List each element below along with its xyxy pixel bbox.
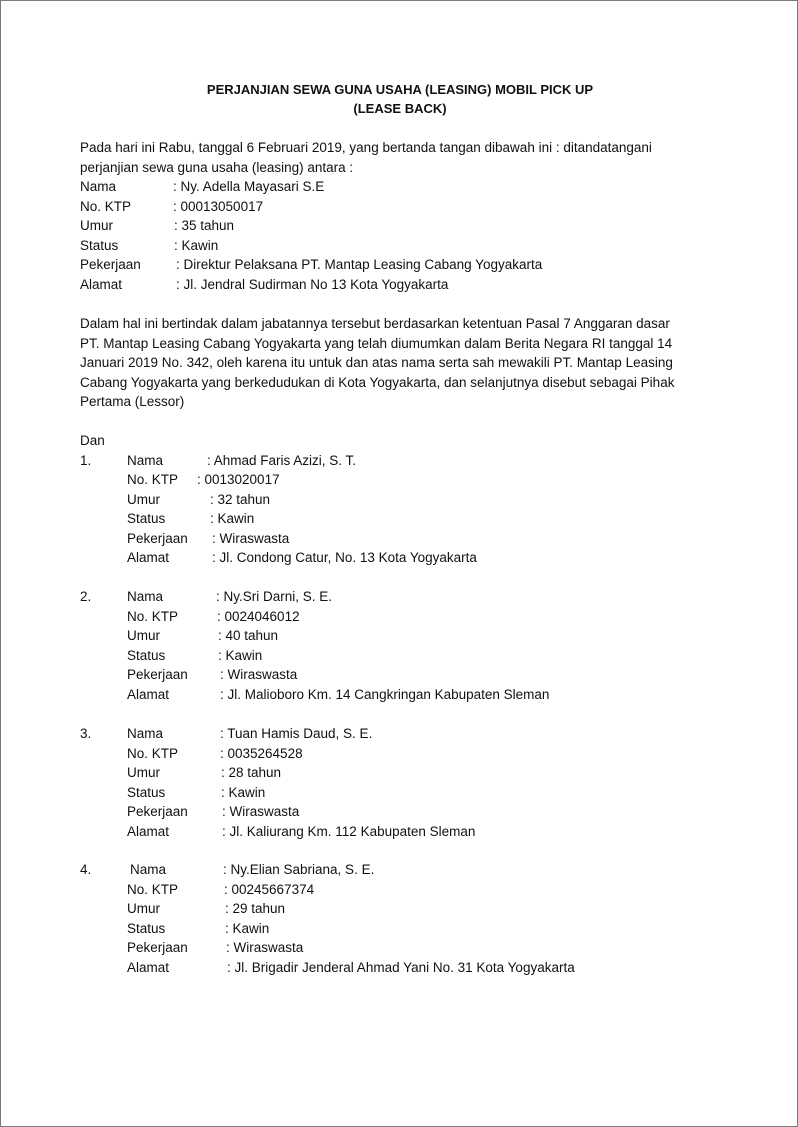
document-subtitle: (LEASE BACK) (353, 101, 447, 116)
field-value: : Wiraswasta (222, 804, 300, 819)
party-number: 1. (80, 452, 92, 468)
field-label: Alamat (127, 686, 170, 702)
field-value: : 00013050017 (173, 198, 264, 214)
field-value: : Jl. Kaliurang Km. 112 Kabupaten Sleman (222, 823, 476, 839)
paragraph-line: Pertama (Lessor) (80, 394, 185, 409)
field-label: No. KTP (127, 608, 179, 624)
field-value: : 32 tahun (210, 491, 271, 507)
field-value: : Jl. Malioboro Km. 14 Cangkringan Kabupaten Sleman (220, 686, 550, 702)
field-value: : Kawin (225, 920, 270, 936)
field-label: Status (127, 511, 166, 526)
party-number: 3. (80, 726, 92, 741)
field-label: Status (127, 784, 166, 800)
field-value: : Ny.Elian Sabriana, S. E. (223, 862, 375, 877)
field-value: : 0013020017 (197, 472, 280, 487)
field-value: : 29 tahun (225, 901, 286, 916)
field-label: Pekerjaan (80, 257, 141, 272)
document-title: PERJANJIAN SEWA GUNA USAHA (LEASING) MOBIL PICK UP (206, 82, 594, 97)
field-value: : Tuan Hamis Daud, S. E. (220, 726, 373, 741)
field-label: Umur (127, 628, 160, 643)
field-value: : Kawin (218, 647, 263, 663)
field-value: : Direktur Pelaksana PT. Mantap Leasing Cabang Yogyakarta (176, 257, 543, 272)
field-value: : Jl. Condong Catur, No. 13 Kota Yogyakarta (212, 550, 477, 565)
field-label: Nama (127, 589, 164, 604)
paragraph-line: Januari 2019 No. 342, oleh karena itu untuk dan atas nama serta sah mewakili PT. Mantap Leasing (80, 355, 673, 370)
intro-line-1: Pada hari ini Rabu, tanggal 6 Februari 2019, yang bertanda tangan dibawah ini : ditandatangani (80, 140, 652, 155)
paragraph-line: Dalam hal ini bertindak dalam jabatannya tersebut berdasarkan ketentuan Pasal 7 Anggaran dasar (80, 316, 670, 331)
field-label: Pekerjaan (127, 530, 188, 546)
field-label: Umur (127, 765, 160, 780)
field-value: : 28 tahun (221, 765, 282, 780)
paragraph-line: PT. Mantap Leasing Cabang Yogyakarta yang telah diumumkan dalam Berita Negara RI tanggal 14 (80, 335, 673, 351)
party-number: 4. (80, 862, 92, 877)
field-value: : Wiraswasta (226, 940, 304, 955)
paragraph-line: Cabang Yogyakarta yang berkedudukan di Kota Yogyakarta, dan selanjutnya disebut sebagai Pihak (80, 374, 675, 390)
field-label: Nama (127, 726, 164, 741)
field-value: : Ny. Adella Mayasari S.E (173, 179, 325, 194)
field-value: : Kawin (174, 237, 219, 253)
field-label: Nama (127, 452, 164, 468)
field-value: : 0024046012 (217, 608, 300, 624)
field-label: Status (127, 920, 166, 936)
field-label: Nama (130, 862, 167, 877)
field-value: : Ahmad Faris Azizi, S. T. (207, 452, 357, 468)
field-label: Pekerjaan (127, 940, 188, 955)
field-label: Pekerjaan (127, 804, 188, 819)
field-value: : 35 tahun (174, 218, 235, 233)
field-label: No. KTP (127, 745, 179, 761)
intro-line-2: perjanjian sewa guna usaha (leasing) antara : (80, 159, 354, 175)
field-label: Alamat (80, 276, 123, 292)
and-label: Dan (80, 433, 105, 448)
field-value: : Kawin (210, 511, 255, 526)
field-label: Status (127, 647, 166, 663)
field-label: Alamat (127, 550, 170, 565)
field-value: : 40 tahun (218, 628, 279, 643)
field-label: Alamat (127, 959, 170, 975)
field-label: No. KTP (127, 472, 179, 487)
party-number: 2. (80, 589, 92, 604)
field-label: Alamat (127, 823, 170, 839)
field-value: : Jl. Jendral Sudirman No 13 Kota Yogyakarta (176, 276, 449, 292)
field-label: Nama (80, 179, 117, 194)
field-value: : Wiraswasta (212, 530, 290, 546)
field-label: Umur (80, 218, 113, 233)
field-label: Umur (127, 901, 160, 916)
field-label: No. KTP (80, 198, 132, 214)
field-value: : Jl. Brigadir Jenderal Ahmad Yani No. 31 Kota Yogyakarta (227, 959, 575, 975)
field-value: : Wiraswasta (220, 667, 298, 682)
field-value: : Kawin (221, 784, 266, 800)
field-label: Pekerjaan (127, 667, 188, 682)
field-label: No. KTP (127, 881, 179, 897)
field-value: : Ny.Sri Darni, S. E. (216, 589, 333, 604)
field-value: : 00245667374 (224, 881, 315, 897)
field-label: Status (80, 237, 119, 253)
field-label: Umur (127, 491, 160, 507)
field-value: : 0035264528 (220, 745, 303, 761)
